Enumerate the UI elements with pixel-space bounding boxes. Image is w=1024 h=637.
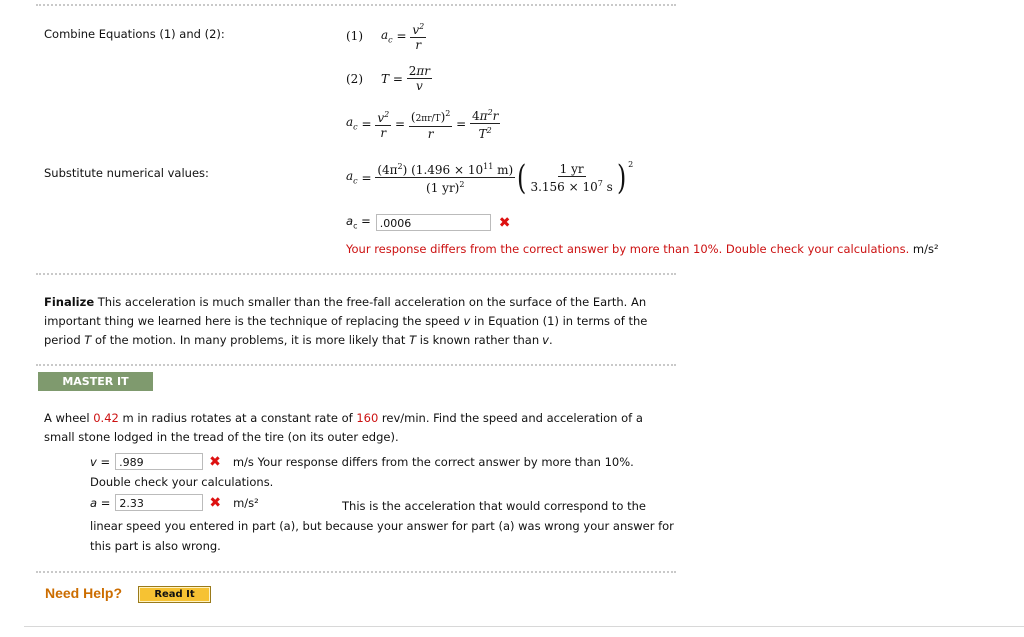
ac-unit: m/s² — [912, 242, 939, 256]
equation-1-tag: (1) — [346, 29, 363, 43]
master-it-header: MASTER IT — [38, 372, 153, 391]
v-answer-row — [90, 453, 634, 470]
equation-2: (2) T = $\frac{2\pi r}{v}$ — [346, 64, 430, 93]
equation-numeric: $a_c$ = $\frac{(4\pi^2) (1.496 \times 10^{11} m)}{(1 yr)^2}$ ( $\frac{1 yr}{3.156 \times 10^7 s}$ ) $^2$ — [346, 157, 634, 198]
ac-feedback-text: Your response differs from the correct answer by more than 10%. Double check your calculations. — [346, 242, 910, 256]
ac-feedback — [346, 242, 939, 256]
finalize-text-b: in Equation (1) in terms of the period — [44, 314, 648, 347]
finalize-text-c: of the motion. In many problems, it is more likely that — [94, 333, 406, 347]
finalize-var-v: v — [463, 314, 471, 328]
incorrect-icon: ✖ — [498, 214, 511, 231]
master-it-problem — [44, 409, 674, 447]
equation-1: (1) $a_c$ = $\frac{v^2}{r}$ — [346, 22, 425, 52]
a-answer-input[interactable]: 2.33 — [115, 494, 203, 511]
problem-text-c: rev/min. Find the speed and acceleration of a small stone lodged in the tread of the tire (on its outer edge). — [44, 411, 643, 444]
v-feedback-2: Double check your calculations. — [90, 475, 274, 489]
ac-answer-label: $a_c$ = — [346, 214, 371, 231]
ac-answer-input[interactable]: .0006 — [376, 214, 491, 231]
top-divider — [36, 4, 676, 6]
need-help-label: Need Help? — [45, 585, 123, 601]
finalize-var-t: T — [84, 333, 92, 347]
finalize-text-d: is known rather than — [419, 333, 540, 347]
a-feedback: This is the acceleration that would correspond to the linear speed you entered in part (a), but because your answer for part (a) was wrong your answer for this part is also wrong. — [90, 499, 674, 553]
divider-4 — [36, 571, 676, 573]
divider-3 — [36, 364, 676, 366]
v-answer-label: v = — [90, 454, 111, 469]
a-answer-label: a = — [90, 495, 111, 510]
read-it-button[interactable]: Read It — [138, 586, 211, 603]
ac-answer-row — [346, 214, 511, 231]
problem-rate: 160 — [356, 411, 379, 425]
combine-label: Combine Equations (1) and (2): — [44, 27, 225, 41]
divider-2 — [36, 273, 676, 275]
finalize-heading: Finalize — [44, 295, 95, 309]
v-incorrect-icon: ✖ — [209, 453, 221, 470]
v-answer-input[interactable]: .989 — [115, 453, 203, 470]
problem-text-a: A wheel — [44, 411, 90, 425]
v-feedback: m/s Your response differs from the correct answer by more than 10%. — [232, 454, 634, 469]
equation-2-tag: (2) — [346, 71, 363, 86]
finalize-paragraph — [44, 293, 674, 350]
substitute-label: Substitute numerical values: — [44, 166, 209, 180]
problem-radius: 0.42 — [93, 411, 119, 425]
problem-text-b: m in radius rotates at a constant rate of — [122, 411, 353, 425]
bottom-border — [24, 626, 1024, 627]
a-unit: m/s² — [233, 495, 259, 510]
finalize-text-end: . — [548, 333, 553, 347]
finalize-var-t2: T — [409, 333, 417, 347]
a-incorrect-icon: ✖ — [209, 494, 222, 511]
finalize-var-v2: v — [542, 333, 549, 347]
finalize-text-a: This acceleration is much smaller than the free-fall acceleration on the surface of the Earth. An important thing we learned here is the technique of replacing the speed — [44, 295, 647, 328]
equation-combined: $a_c$ = $\frac{v^2}{r}$ = $\frac{(2\pi r/T)^2}{r}$ = $\frac{4\pi^2r}{T^2}$ — [346, 108, 499, 141]
